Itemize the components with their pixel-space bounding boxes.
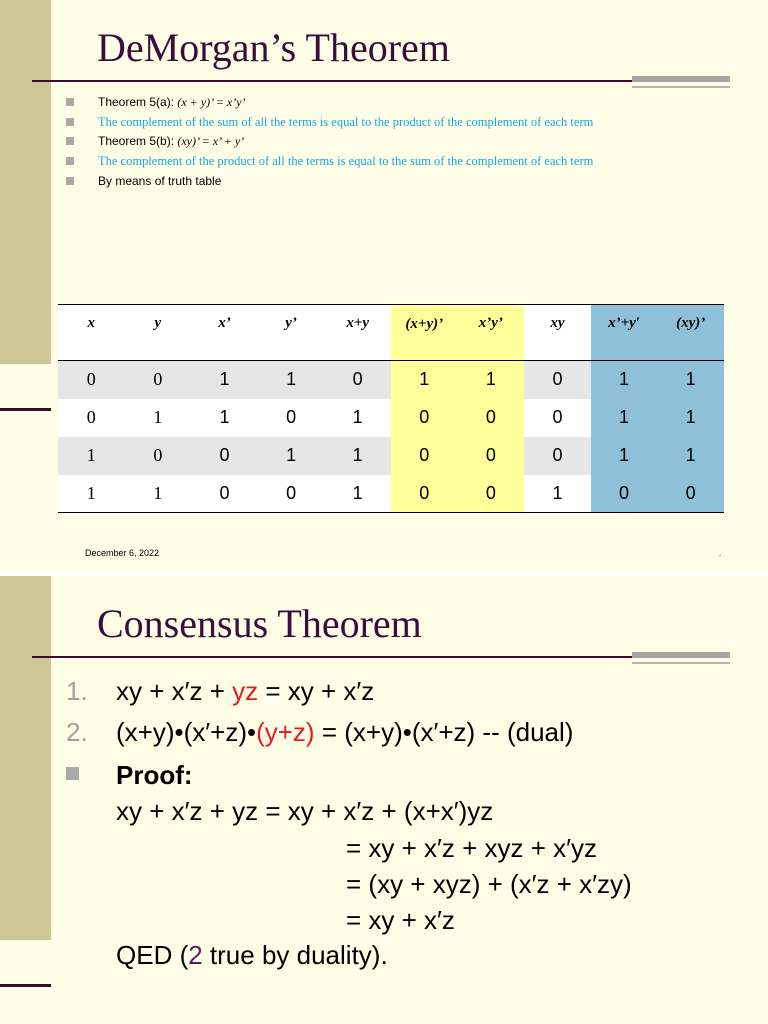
sidebar-accent: [0, 0, 51, 364]
title-rule-accent-thin: [632, 86, 730, 88]
truth-table-header: [58, 305, 724, 361]
list-item-dual: [66, 719, 573, 745]
bullet-expression: (xy)’ = x’ + y’: [177, 134, 245, 148]
proof-heading: [66, 762, 193, 788]
qed-reference: 2: [188, 940, 203, 970]
header-x-prime-y-prime: x’y’: [458, 305, 525, 361]
table-cell: 0: [125, 361, 192, 399]
header-y-prime: y’: [258, 305, 325, 361]
table-cell: 0: [125, 437, 192, 475]
table-cell: 1: [591, 437, 658, 475]
equation-highlight: (y+z): [256, 717, 315, 747]
table-cell: 1: [524, 475, 591, 513]
title-rule-accent: [632, 652, 730, 658]
table-cell: 1: [657, 361, 724, 399]
sidebar-accent: [0, 576, 51, 940]
table-cell: 1: [58, 475, 125, 513]
title-rule: [32, 80, 632, 82]
table-cell: 1: [657, 437, 724, 475]
table-cell: 1: [324, 399, 391, 437]
table-cell: 0: [258, 399, 325, 437]
table-cell: 0: [657, 475, 724, 513]
table-cell: 0: [191, 437, 258, 475]
bullet-square-icon: [66, 118, 74, 126]
table-cell: 0: [258, 475, 325, 513]
list-number: 2.: [66, 717, 88, 747]
list-item-consensus: [66, 678, 374, 704]
bullet-square-icon: [66, 137, 74, 145]
bullet-square-icon: [66, 177, 74, 185]
truth-table: [58, 304, 724, 513]
title-rule: [32, 656, 632, 658]
table-cell: 1: [391, 361, 458, 399]
bullet-theorem-5a: [66, 96, 246, 108]
equation-highlight: yz: [232, 676, 259, 706]
table-cell: 0: [524, 437, 591, 475]
equation-part: (x+y)•(x′+z)•: [116, 717, 257, 747]
slide-title: DeMorgan’s Theorem: [97, 25, 450, 70]
qed-text: true by duality).: [202, 940, 388, 970]
proof-label: Proof:: [116, 760, 193, 790]
equation-part: = (x+y)•(x′+z) -- (dual): [314, 717, 574, 747]
table-row: [58, 399, 724, 437]
table-cell: 0: [524, 399, 591, 437]
bullet-theorem-5a-explanation: [66, 116, 593, 129]
header-x-prime: x’: [191, 305, 258, 361]
bullet-label: Theorem 5(b):: [98, 134, 178, 148]
title-rule-accent: [632, 76, 730, 82]
table-cell: 0: [391, 475, 458, 513]
proof-line: = xy + x′z + xyz + x′yz: [346, 833, 598, 863]
table-row: [58, 437, 724, 475]
table-cell: 1: [125, 399, 192, 437]
table-cell: 0: [458, 437, 525, 475]
bullet-truth-table: [66, 175, 221, 187]
table-cell: 0: [324, 361, 391, 399]
bullet-text: By means of truth table: [98, 174, 222, 188]
title-rule-accent-thin: [632, 662, 730, 664]
table-cell: 1: [258, 437, 325, 475]
proof-line: = xy + x′z: [346, 905, 455, 935]
table-cell: 1: [458, 361, 525, 399]
header-y: y: [125, 305, 192, 361]
bullet-theorem-5b: [66, 135, 244, 147]
slide-title: Consensus Theorem: [97, 601, 422, 646]
list-number: 1.: [66, 676, 88, 706]
bullet-expression: (x + y)’ = x’y’: [177, 95, 246, 109]
equation-part: xy + x′z +: [116, 676, 233, 706]
table-row: [58, 361, 724, 399]
bullet-label: Theorem 5(a):: [98, 95, 178, 109]
proof-line: xy + x′z + yz = xy + x′z + (x+x′)yz: [116, 796, 494, 826]
header-xy-complement: (xy)’: [657, 305, 724, 361]
table-cell: 0: [524, 361, 591, 399]
table-cell: 0: [458, 399, 525, 437]
table-cell: 1: [58, 437, 125, 475]
table-cell: 1: [657, 399, 724, 437]
bullet-square-icon: [66, 157, 74, 165]
table-cell: 1: [591, 361, 658, 399]
table-cell: 0: [591, 475, 658, 513]
footer-date: December 6, 2022: [85, 548, 160, 558]
table-row: [58, 475, 724, 513]
equation-part: = xy + x′z: [258, 676, 375, 706]
header-x-plus-y: x+y: [324, 305, 391, 361]
header-xy: xy: [524, 305, 591, 361]
qed-text: QED (: [116, 940, 189, 970]
table-cell: 1: [591, 399, 658, 437]
table-cell: 1: [191, 399, 258, 437]
table-cell: 0: [58, 399, 125, 437]
table-cell: 1: [191, 361, 258, 399]
header-x: x: [58, 305, 125, 361]
bullet-text: The complement of the product of all the terms is equal to the sum of the complement of each term: [98, 154, 594, 168]
slide-consensus: [0, 576, 768, 1024]
table-cell: 0: [391, 437, 458, 475]
bullet-square-icon: [66, 98, 74, 106]
table-cell: 0: [391, 399, 458, 437]
sidebar-divider: [0, 408, 51, 411]
table-cell: 1: [324, 475, 391, 513]
qed-line: [116, 942, 388, 968]
header-x-prime-plus-y-prime: x’+y′: [591, 305, 658, 361]
bullet-text: The complement of the sum of all the terms is equal to the product of the complement of each term: [98, 115, 594, 129]
table-cell: 0: [58, 361, 125, 399]
proof-line: = (xy + xyz) + (x′z + x′zy): [346, 869, 632, 899]
sidebar-divider: [0, 984, 51, 987]
table-cell: 0: [191, 475, 258, 513]
table-cell: 0: [458, 475, 525, 513]
table-cell: 1: [258, 361, 325, 399]
bullet-theorem-5b-explanation: [66, 155, 593, 168]
table-cell: 1: [125, 475, 192, 513]
bullet-square-icon: [66, 767, 79, 780]
table-cell: 1: [324, 437, 391, 475]
footer-page-mark: .: [719, 549, 722, 558]
header-x-plus-y-complement: (x+y)’: [391, 305, 458, 361]
